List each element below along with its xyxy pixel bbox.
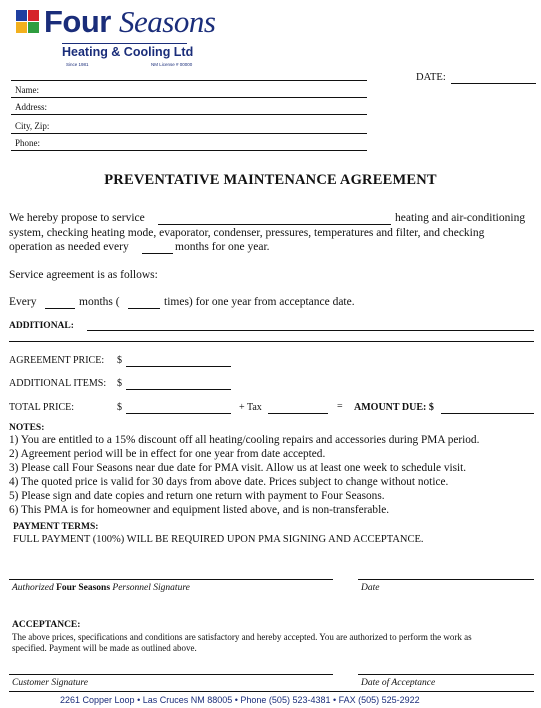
service-text-a: We hereby propose to service bbox=[9, 212, 145, 224]
authorized-date-line[interactable] bbox=[358, 579, 534, 580]
service-agreement-text: Service agreement is as follows: bbox=[9, 269, 158, 281]
name-label: Name: bbox=[15, 85, 39, 95]
name-line[interactable] bbox=[11, 97, 367, 98]
logo-square-yellow bbox=[16, 22, 27, 33]
additional-items-line[interactable] bbox=[126, 389, 231, 390]
agreement-price-currency: $ bbox=[117, 355, 122, 366]
brand-subtitle: Heating & Cooling Ltd bbox=[62, 45, 194, 59]
note-item: 2) Agreement period will be in effect for one year from date accepted. bbox=[9, 448, 326, 460]
note-item: 6) This PMA is for homeowner and equipment listed above, and is non-transferable. bbox=[9, 504, 390, 516]
address-line[interactable] bbox=[11, 114, 367, 115]
brand-word-seasons: Seasons bbox=[119, 4, 216, 39]
note-item: 5) Please sign and date copies and return one return with payment to Four Seasons. bbox=[9, 490, 385, 502]
every-months-line[interactable] bbox=[45, 308, 75, 309]
auth-suffix: Personnel Signature bbox=[112, 583, 190, 593]
payment-terms-text: FULL PAYMENT (100%) WILL BE REQUIRED UPON PMA SIGNING AND ACCEPTANCE. bbox=[13, 534, 424, 545]
additional-items-label: ADDITIONAL ITEMS: bbox=[9, 378, 107, 389]
note-item: 3) Please call Four Seasons near due date for PMA visit. Allow us at least one week to schedule visit. bbox=[9, 462, 467, 474]
note-item: 4) The quoted price is valid for 30 days from above date. Prices subject to change without notice. bbox=[9, 476, 449, 488]
document-title: PREVENTATIVE MAINTENANCE AGREEMENT bbox=[104, 172, 437, 188]
total-price-currency: $ bbox=[117, 402, 122, 413]
city-label: City, Zip: bbox=[15, 121, 50, 131]
every-text-b: months ( bbox=[79, 296, 120, 308]
authorized-date-caption: Date bbox=[361, 583, 380, 593]
logo-underline bbox=[62, 43, 187, 44]
notes-heading: NOTES: bbox=[9, 423, 45, 433]
acceptance-text-line1: The above prices, specifications and conditions are satisfactory and hereby accepted. You are authorized to perform the work as bbox=[12, 632, 472, 642]
phone-label: Phone: bbox=[15, 138, 41, 148]
service-text-line3a: operation as needed every bbox=[9, 241, 129, 253]
city-line[interactable] bbox=[11, 133, 367, 134]
tax-line[interactable] bbox=[268, 413, 328, 414]
footer-address: 2261 Copper Loop • Las Cruces NM 88005 • Phone (505) 523-4381 • FAX (505) 525-2922 bbox=[60, 695, 420, 705]
service-text-line2: system, checking heating mode, evaporator, condenser, pressures, temperatures and filter, and checking bbox=[9, 227, 485, 239]
additional-label: ADDITIONAL: bbox=[9, 321, 74, 331]
license-text: NM License # 00000 bbox=[151, 62, 193, 67]
phone-line[interactable] bbox=[11, 150, 367, 151]
service-field-line[interactable] bbox=[158, 224, 391, 225]
additional-divider bbox=[9, 341, 534, 342]
total-price-line[interactable] bbox=[126, 413, 231, 414]
acceptance-heading: ACCEPTANCE: bbox=[12, 620, 81, 630]
auth-prefix: Authorized bbox=[12, 583, 54, 593]
acceptance-date-line[interactable] bbox=[358, 674, 534, 675]
customer-signature-line[interactable] bbox=[9, 674, 333, 675]
equals-sign: = bbox=[337, 401, 343, 412]
authorized-signature-caption bbox=[12, 583, 190, 593]
service-text-b: heating and air-conditioning bbox=[395, 212, 526, 224]
service-text-line3b: months for one year. bbox=[175, 241, 270, 253]
logo-square-red bbox=[28, 10, 39, 21]
header-top-rule bbox=[11, 80, 367, 81]
months-field-line[interactable] bbox=[142, 253, 173, 254]
amount-due-label: AMOUNT DUE: $ bbox=[354, 402, 434, 413]
amount-due-line[interactable] bbox=[441, 413, 534, 414]
authorized-signature-line[interactable] bbox=[9, 579, 333, 580]
payment-terms-heading: PAYMENT TERMS: bbox=[13, 522, 99, 532]
footer-rule bbox=[9, 691, 534, 692]
auth-company: Four Seasons bbox=[56, 583, 111, 593]
date-line[interactable] bbox=[451, 83, 536, 84]
additional-items-currency: $ bbox=[117, 378, 122, 389]
date-label: DATE: bbox=[416, 72, 446, 83]
agreement-price-line[interactable] bbox=[126, 366, 231, 367]
every-text-c: times) for one year from acceptance date. bbox=[164, 296, 355, 308]
note-item: 1) You are entitled to a 15% discount off all heating/cooling repairs and accessories during PMA period. bbox=[9, 434, 480, 446]
brand-name bbox=[44, 4, 215, 40]
logo-square-blue bbox=[16, 10, 27, 21]
agreement-price-label: AGREEMENT PRICE: bbox=[9, 355, 105, 366]
acceptance-date-caption: Date of Acceptance bbox=[361, 678, 436, 688]
customer-signature-caption: Customer Signature bbox=[12, 678, 88, 688]
brand-word-four: Four bbox=[44, 4, 111, 39]
since-text: Since 1981 bbox=[66, 62, 89, 67]
logo-square-green bbox=[28, 22, 39, 33]
acceptance-text-line2: specified. Payment will be made as outlined above. bbox=[12, 643, 197, 653]
every-text-a: Every bbox=[9, 296, 37, 308]
additional-line[interactable] bbox=[87, 330, 534, 331]
tax-label: + Tax bbox=[239, 402, 262, 413]
total-price-label: TOTAL PRICE: bbox=[9, 402, 75, 413]
address-label: Address: bbox=[15, 102, 47, 112]
every-times-line[interactable] bbox=[128, 308, 160, 309]
